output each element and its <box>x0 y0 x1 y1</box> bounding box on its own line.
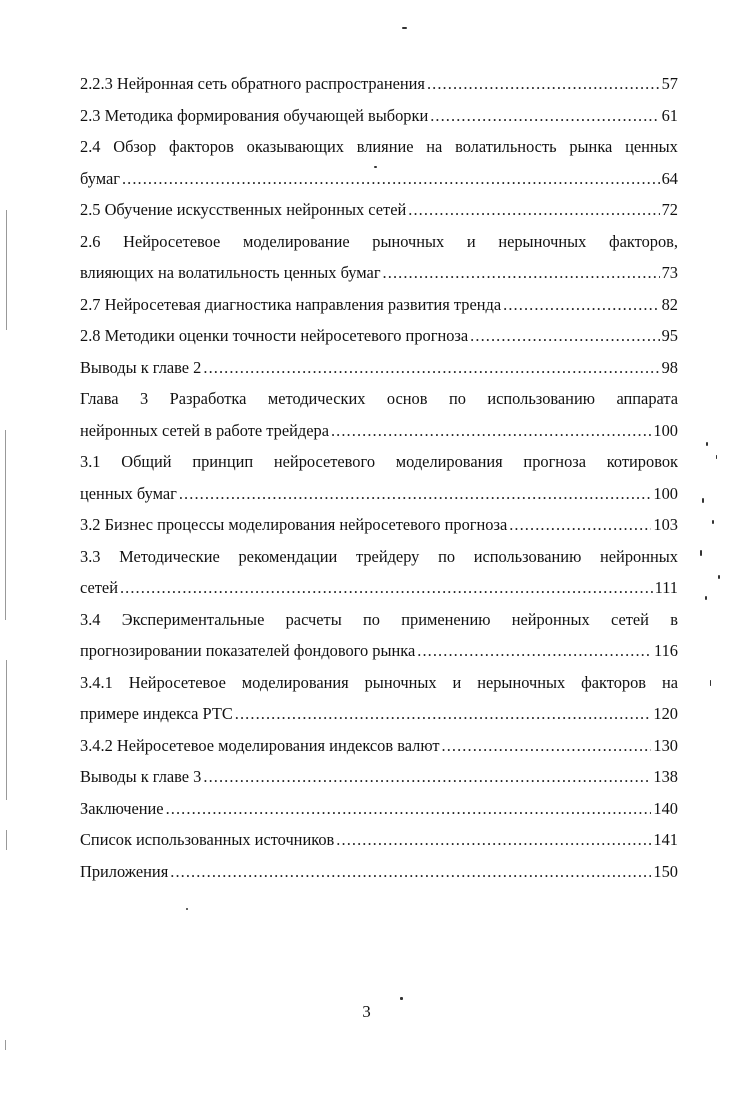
toc-word: влияние <box>356 137 414 156</box>
toc-entry-title: 2.7 Нейросетевая диагностика направления развития тренда <box>80 294 502 314</box>
toc-word: прогноза <box>523 452 587 471</box>
dot-leader <box>120 572 653 604</box>
dot-leader <box>203 761 651 793</box>
dot-leader <box>417 635 652 667</box>
toc-word: и <box>452 672 462 692</box>
toc-page-number: 150 <box>653 861 678 881</box>
toc-entry-title: прогнозировании показателей фондового рынка <box>80 641 416 660</box>
toc-page-number: 103 <box>653 515 678 534</box>
toc-entry-title: 2.2.3 Нейронная сеть обратного распространения <box>80 74 425 93</box>
toc-word: котировок <box>606 452 678 471</box>
toc-word: Обзор <box>113 137 157 156</box>
toc-word: по <box>448 389 466 408</box>
toc-entry[interactable] <box>80 68 678 100</box>
dot-leader <box>383 257 660 289</box>
toc-word: методических <box>267 389 366 408</box>
scan-speck <box>706 442 708 446</box>
toc-entry-title: Выводы к главе 2 <box>80 357 202 377</box>
toc-page-number: 120 <box>653 704 678 723</box>
toc-entry[interactable] <box>80 698 678 730</box>
toc-word: в <box>670 609 678 629</box>
toc-word: основ <box>386 389 428 408</box>
toc-page-number: 73 <box>661 263 678 282</box>
toc-word: Общий <box>121 452 172 471</box>
toc-page-number: 116 <box>654 641 678 660</box>
toc-page-number: 100 <box>653 483 678 503</box>
toc-entry[interactable] <box>80 289 678 321</box>
toc-word: Разработка <box>169 389 247 408</box>
toc-entry[interactable] <box>80 793 678 825</box>
toc-entry[interactable] <box>80 730 678 762</box>
dot-leader <box>442 730 652 762</box>
toc-word: моделирования <box>241 672 349 692</box>
toc-word: 3 <box>139 389 149 408</box>
toc-word: принцип <box>192 452 254 471</box>
toc-entry[interactable] <box>80 257 678 289</box>
toc-page-number: 95 <box>661 326 678 345</box>
toc-word: рынка <box>569 137 613 156</box>
toc-entry-line <box>80 541 678 573</box>
dot-leader <box>509 509 651 541</box>
toc-entry-title: 3.2 Бизнес процессы моделирования нейросетевого прогноза <box>80 515 508 534</box>
scan-edge <box>6 210 7 330</box>
toc-entry-line <box>80 667 678 699</box>
toc-word: 3.3 <box>80 546 101 566</box>
toc-word: 3.1 <box>80 452 101 471</box>
toc-entry-title: влияющих на волатильность ценных бумаг <box>80 263 381 282</box>
toc-word: сетей <box>610 609 649 629</box>
toc-word: ценных <box>625 137 678 156</box>
dot-leader <box>235 698 652 730</box>
toc-entry-title: Выводы к главе 3 <box>80 767 202 786</box>
toc-entry-title: 3.4.2 Нейросетевое моделирования индексов валют <box>80 735 440 755</box>
toc-entry-title: нейронных сетей в работе трейдера <box>80 420 329 440</box>
dot-leader <box>166 793 652 825</box>
dot-leader <box>203 352 659 384</box>
scan-edge <box>5 430 6 620</box>
toc-page-number: 57 <box>661 74 678 93</box>
toc-entry[interactable] <box>80 824 678 856</box>
scan-speck <box>718 575 720 579</box>
toc-page-number: 138 <box>653 767 678 786</box>
toc-entry-line <box>80 131 678 163</box>
toc-entry-title: 2.5 Обучение искусственных нейронных сетей <box>80 200 407 219</box>
toc-entry-title: Заключение <box>80 798 164 818</box>
toc-word: использованию <box>487 389 595 408</box>
toc-word: на <box>426 137 443 156</box>
toc-page-number: 100 <box>653 420 678 440</box>
toc-entry-title: Список использованных источников <box>80 830 335 849</box>
scan-edge <box>5 1040 6 1050</box>
toc-word: применению <box>401 609 491 629</box>
toc-word: нерыночных <box>477 672 566 692</box>
scan-speck <box>400 997 403 1000</box>
toc-page-number: 130 <box>653 735 678 755</box>
toc-word: факторов, <box>608 231 678 251</box>
scan-speck <box>705 596 707 600</box>
toc-page-number: 82 <box>661 294 678 314</box>
toc-entry-title: бумаг <box>80 168 120 188</box>
toc-word: рекомендации <box>238 546 338 566</box>
toc-entry[interactable] <box>80 100 678 132</box>
dot-leader <box>331 415 651 447</box>
scan-speck <box>700 550 702 556</box>
toc-word: Нейросетевое <box>128 672 226 692</box>
toc-word: 3.4.1 <box>80 672 113 692</box>
toc-entry[interactable] <box>80 572 678 604</box>
toc-word: Нейросетевое <box>123 231 221 251</box>
toc-word: Экспериментальные <box>121 609 265 629</box>
toc-entry[interactable] <box>80 352 678 384</box>
toc-entry-title: Приложения <box>80 861 169 881</box>
dot-leader <box>408 194 659 226</box>
toc-word: использованию <box>473 546 582 566</box>
toc-word: моделирование <box>242 231 350 251</box>
toc-page-number: 140 <box>653 798 678 818</box>
toc-word: 2.6 <box>80 231 101 251</box>
toc-entry-title: ценных бумаг <box>80 483 177 503</box>
toc-word: 3.4 <box>80 609 101 629</box>
dot-leader <box>179 478 652 510</box>
toc-entry[interactable] <box>80 415 678 447</box>
scan-speck <box>186 908 188 910</box>
toc-word: рыночных <box>372 231 445 251</box>
page-number: 3 <box>362 1002 371 1021</box>
toc-page-number: 72 <box>661 200 678 219</box>
dot-leader <box>122 163 660 195</box>
table-of-contents <box>80 68 678 887</box>
scan-speck <box>702 498 704 503</box>
toc-page-number: 141 <box>653 830 678 849</box>
toc-word: нейронных <box>600 546 678 566</box>
scan-speck <box>710 680 711 686</box>
dot-leader <box>427 68 660 100</box>
toc-word: и <box>466 231 476 251</box>
toc-word: Глава <box>80 389 119 408</box>
dot-leader <box>170 856 651 888</box>
scan-edge <box>6 830 7 850</box>
toc-word: расчеты <box>285 609 342 629</box>
dot-leader <box>503 289 659 321</box>
toc-entry[interactable] <box>80 194 678 226</box>
toc-word: факторов <box>168 137 234 156</box>
toc-word: аппарата <box>616 389 678 408</box>
toc-word: моделирования <box>395 452 503 471</box>
toc-page-number: 61 <box>661 105 678 125</box>
toc-page-number: 111 <box>654 578 678 597</box>
toc-word: рыночных <box>364 672 437 692</box>
toc-entry[interactable] <box>80 761 678 793</box>
toc-word: 2.4 <box>80 137 101 156</box>
scan-speck <box>402 27 407 29</box>
toc-word: трейдеру <box>355 546 420 566</box>
scan-speck <box>716 455 717 459</box>
scan-speck <box>374 166 377 168</box>
toc-entry-line <box>80 383 678 415</box>
toc-word: по <box>363 609 380 629</box>
toc-entry-line <box>80 604 678 636</box>
toc-entry[interactable] <box>80 163 678 195</box>
scan-edge <box>6 660 7 800</box>
toc-entry-title: примере индекса РТС <box>80 704 233 723</box>
toc-entry-title: 2.8 Методики оценки точности нейросетевого прогноза <box>80 326 469 345</box>
toc-word: нейросетевого <box>273 452 376 471</box>
toc-word: волатильность <box>455 137 557 156</box>
toc-entry[interactable] <box>80 320 678 352</box>
toc-word: нерыночных <box>498 231 587 251</box>
scan-speck <box>712 520 714 524</box>
dot-leader <box>470 320 659 352</box>
toc-page-number: 98 <box>661 357 678 377</box>
toc-page-number: 64 <box>661 168 678 188</box>
toc-entry-title: 2.3 Методика формирования обучающей выборки <box>80 105 429 125</box>
toc-entry[interactable] <box>80 478 678 510</box>
dot-leader <box>336 824 651 856</box>
toc-entry-line <box>80 226 678 258</box>
dot-leader <box>430 100 659 132</box>
toc-word: оказывающих <box>246 137 344 156</box>
toc-entry-title: сетей <box>80 578 118 597</box>
toc-entry[interactable] <box>80 635 678 667</box>
toc-entry-line <box>80 446 678 478</box>
toc-entry[interactable] <box>80 509 678 541</box>
toc-word: факторов <box>581 672 647 692</box>
toc-word: Методические <box>119 546 220 566</box>
toc-entry[interactable] <box>80 856 678 888</box>
toc-word: на <box>661 672 678 692</box>
toc-word: нейронных <box>511 609 590 629</box>
toc-word: по <box>438 546 456 566</box>
